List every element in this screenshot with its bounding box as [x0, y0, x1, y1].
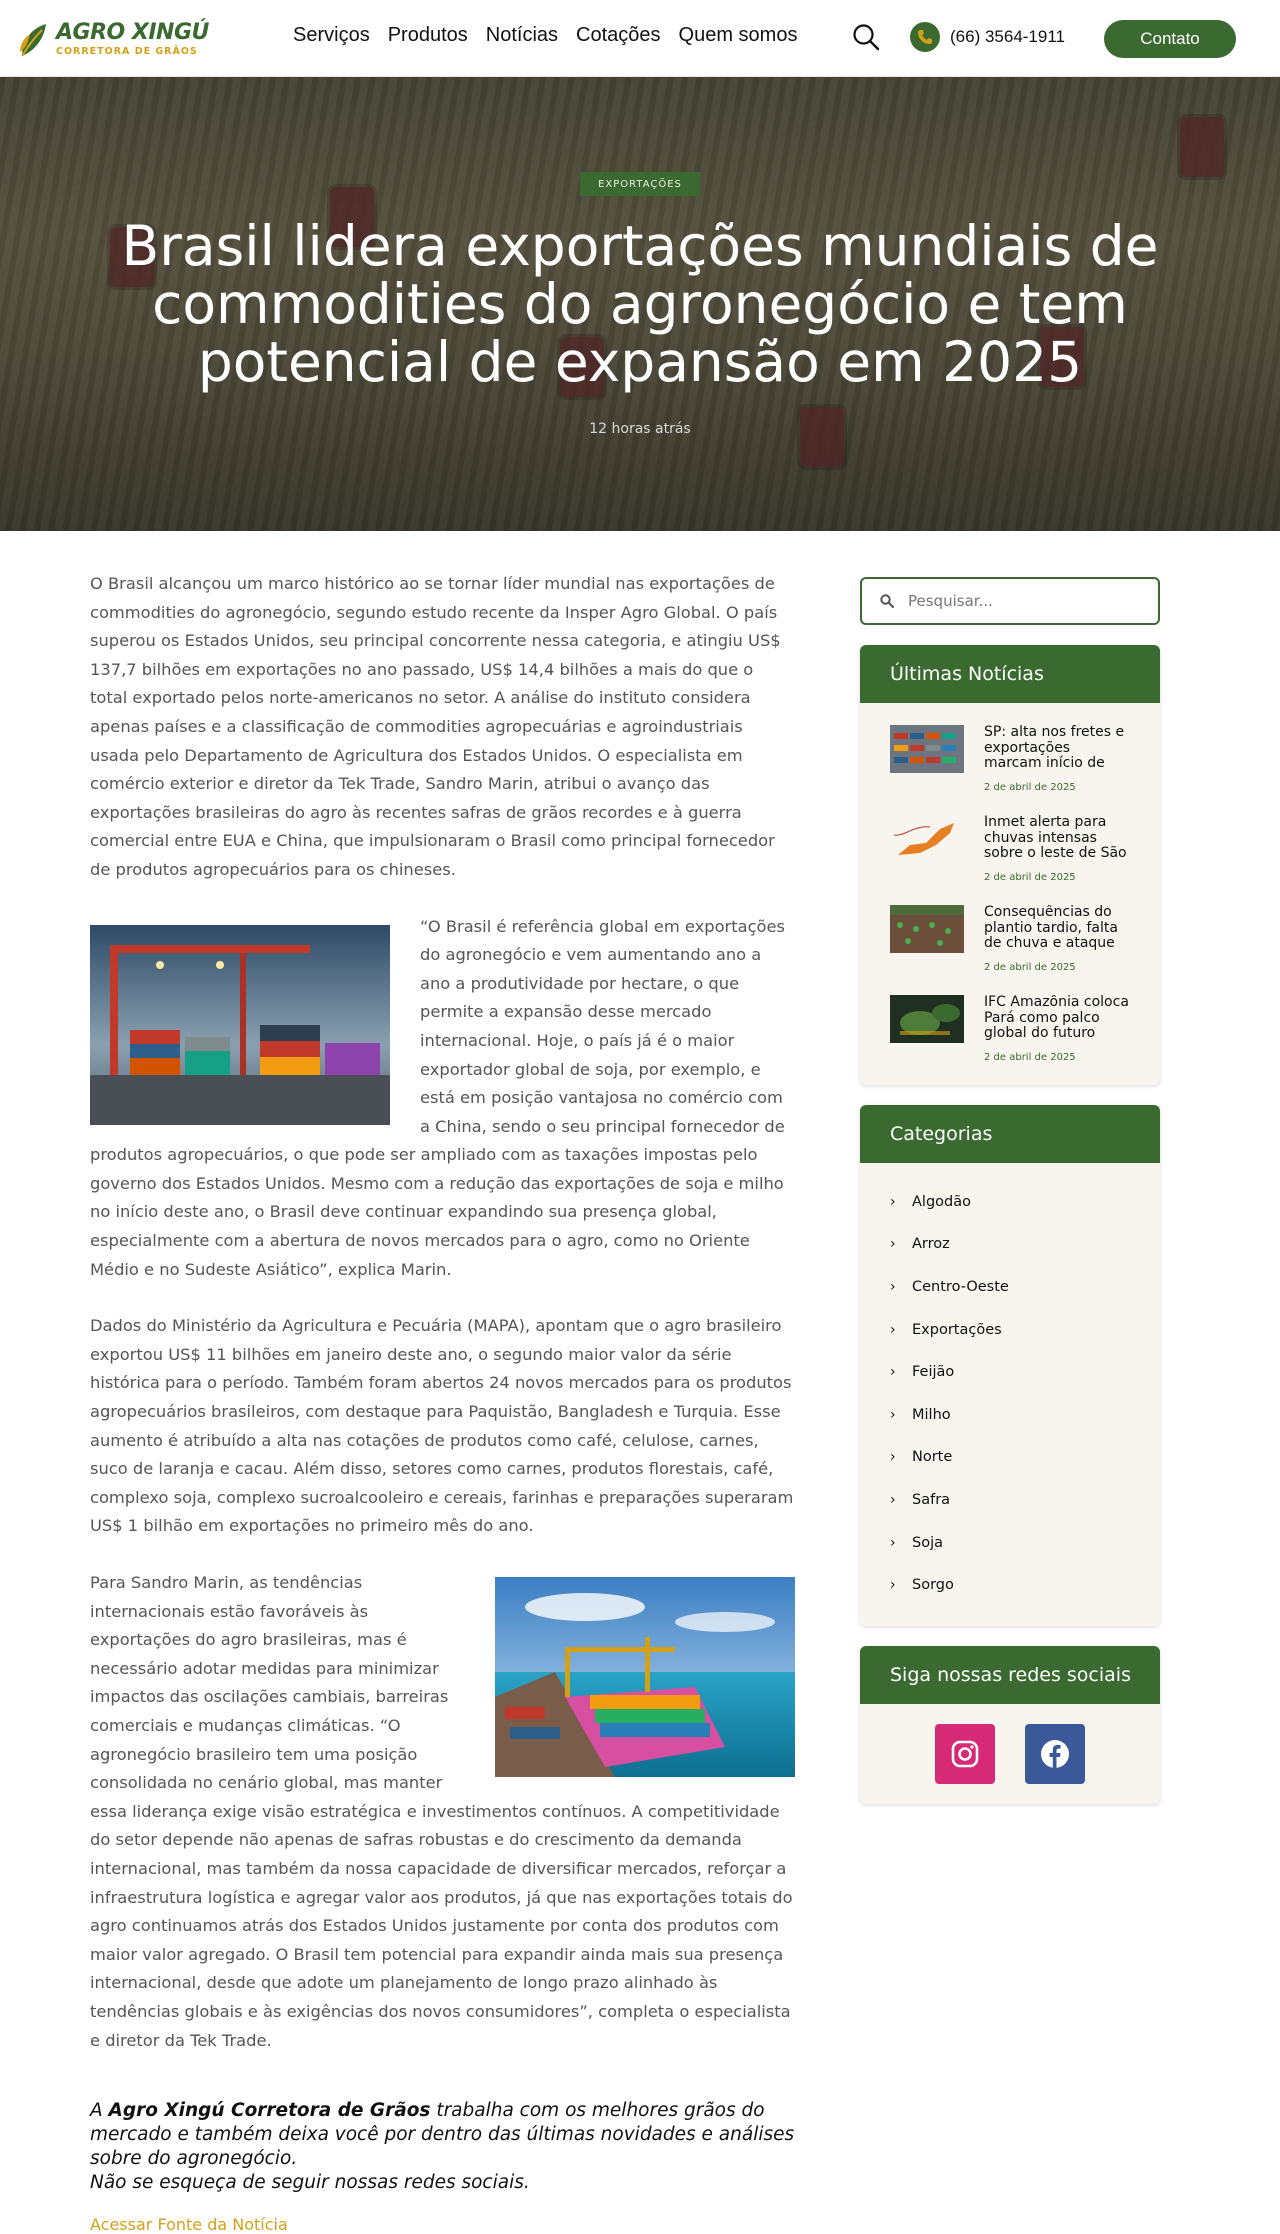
- phone-contact[interactable]: [910, 22, 1065, 52]
- phone-icon: [910, 22, 940, 52]
- chevron-right-icon: ›: [890, 1449, 896, 1466]
- instagram-icon: [950, 1739, 980, 1769]
- category-item[interactable]: [890, 1266, 1160, 1309]
- category-list: [860, 1163, 1160, 1627]
- category-item[interactable]: [890, 1181, 1160, 1224]
- social-links: [860, 1704, 1160, 1804]
- cargo-ship-image: [495, 1577, 795, 1777]
- category-item[interactable]: [890, 1308, 1160, 1351]
- main-nav: [293, 24, 797, 47]
- contact-button[interactable]: Contato: [1104, 20, 1236, 58]
- facebook-button[interactable]: [1025, 1724, 1085, 1784]
- category-label: Safra: [912, 1491, 951, 1508]
- promo-brand: Agro Xingú Corretora de Grãos: [108, 2100, 431, 2122]
- chevron-right-icon: ›: [890, 1406, 896, 1423]
- category-item[interactable]: [890, 1479, 1160, 1522]
- news-thumbnail: [890, 995, 964, 1043]
- promo-prefix: A: [90, 2100, 109, 2122]
- search-icon: [880, 594, 894, 608]
- chevron-right-icon: ›: [890, 1321, 896, 1338]
- article-paragraph: O Brasil alcançou um marco histórico ao se tornar líder mundial nas exportações de commodities do agronegócio, segundo estudo recente da Insper Agro Global. O país superou os Estados Unidos, seu principal concorrente nessa categoria, e atingiu US$ 137,7 bilhões em exportações no ano passado, US$ 14,4 bilhões a mais do que o total exportado pelos norte-americanos no setor. A análise do instituto considera apenas países e a classificação de commodities agropecuárias e agroindustriais usada pelo Departamento de Agricultura dos Estados Unidos. O especialista em comércio exterior e diretor da Tek Trade, Sandro Marin, atribui o avanço das exportações brasileiras do agro às recentes safras de grãos recordes e à guerra comercial entre EUA e China, que impulsionaram o Brasil como principal fornecedor de produtos agropecuários para os chineses.: [90, 574, 781, 879]
- promo-text: [90, 2099, 795, 2195]
- nav-produtos[interactable]: Produtos: [387, 24, 468, 46]
- news-title: SP: alta nos fretes e exportações marcam início de: [984, 725, 1125, 771]
- chevron-right-icon: ›: [890, 1193, 896, 1210]
- article-body: [90, 570, 795, 2234]
- news-thumbnail: [890, 815, 964, 863]
- news-title: Inmet alerta para chuvas intensas sobre o leste de São: [984, 815, 1127, 861]
- category-item[interactable]: [890, 1223, 1160, 1266]
- news-item[interactable]: [890, 815, 1132, 883]
- hero-banner: [0, 77, 1280, 531]
- chevron-right-icon: ›: [890, 1278, 896, 1295]
- news-date: 2 de abril de 2025: [984, 1051, 1076, 1063]
- source-link[interactable]: Acessar Fonte da Notícia: [90, 2215, 288, 2234]
- news-thumbnail: [890, 905, 964, 953]
- phone-number: (66) 3564-1911: [950, 27, 1065, 46]
- news-list: [860, 703, 1160, 1085]
- widget-title: Últimas Notícias: [860, 645, 1160, 703]
- nav-servicos[interactable]: Serviços: [293, 24, 370, 46]
- chevron-right-icon: ›: [890, 1577, 896, 1594]
- category-label: Feijão: [912, 1364, 955, 1381]
- category-item[interactable]: [890, 1564, 1160, 1607]
- news-item[interactable]: [890, 905, 1132, 973]
- nav-quem-somos[interactable]: Quem somos: [678, 24, 798, 46]
- category-item[interactable]: [890, 1351, 1160, 1394]
- nav-cotacoes[interactable]: Cotações: [576, 24, 661, 46]
- news-date: 2 de abril de 2025: [984, 782, 1076, 793]
- category-label: Exportações: [912, 1321, 1002, 1338]
- site-header: [0, 0, 1280, 77]
- search-icon[interactable]: [851, 22, 881, 52]
- chevron-right-icon: ›: [890, 1491, 896, 1508]
- search-input[interactable]: [908, 592, 1128, 610]
- chevron-right-icon: ›: [890, 1236, 896, 1253]
- category-label: Sorgo: [912, 1577, 954, 1594]
- news-date: 2 de abril de 2025: [984, 962, 1076, 973]
- news-item[interactable]: [890, 725, 1132, 793]
- news-date: 2 de abril de 2025: [984, 872, 1076, 883]
- category-item[interactable]: [890, 1393, 1160, 1436]
- news-title: Consequências do plantio tardio, falta de chuva e ataque: [984, 905, 1118, 951]
- social-widget: [860, 1646, 1160, 1804]
- category-item[interactable]: [890, 1436, 1160, 1479]
- article-paragraph: Para Sandro Marin, as tendências internacionais estão favoráveis às exportações do agro brasileiras, mas é necessário adotar medidas para minimizar impactos das oscilações cambiais, barreiras comerciais e mudanças climáticas. “O agronegócio brasileiro tem uma posição consolidada no cenário global, mas manter essa liderança exige visão estratégica e investimentos contínuos. A competitividade do setor depende não apenas de safras robustas e do crescimento da demanda internacional, mas também da nossa capacidade de diversificar mercados, reforçar a infraestrutura logística e agregar valor aos produtos, já que nas exportações totais do agro continuamos atrás dos Estados Unidos justamente por conta dos produtos com maior valor agregado. O Brasil tem potencial para expandir ainda mais sua presença internacional, desde que adote um planejamento de longo prazo alinhado às tendências globais e às exigências dos novos consumidores”, completa o especialista e diretor da Tek Trade.: [90, 1573, 793, 2050]
- chevron-right-icon: ›: [890, 1364, 896, 1381]
- article-paragraph: “O Brasil é referência global em exportações do agronegócio e vem aumentando ano a ano a produtividade por hectare, o que permite a expansão desse mercado internacional. Hoje, o país já é o maior exportador global de soja, por exemplo, e está em posição vantajosa no comércio com a China, sendo o seu principal fornecedor de produtos agropecuários, o que pode ser ampliado com as taxações impostas pelo governo dos Estados Unidos. Mesmo com a redução das exportações de soja e milho no início deste ano, o Brasil deve continuar expandindo sua presença global, especialmente com a abertura de novos mercados para o agro, como no Oriente Médio e no Sudeste Asiático”, explica Marin.: [90, 916, 785, 1279]
- news-item[interactable]: [890, 995, 1132, 1063]
- chevron-right-icon: ›: [890, 1534, 896, 1551]
- port-containers-image: [90, 925, 390, 1125]
- category-label: Soja: [912, 1534, 943, 1551]
- promo-body: trabalha com os melhores grãos do mercado e também deixa você por dentro das últimas novidades e análises sobre do agronegócio.: [90, 2100, 795, 2170]
- article-paragraph: Dados do Ministério da Agricultura e Pecuária (MAPA), apontam que o agro brasileiro exportou US$ 11 bilhões em janeiro deste ano, o segundo maior valor da série histórica para o período. Também foram abertos 24 novos mercados para os produtos agropecuários brasileiros, com destaque para Paquistão, Bangladesh e Turquia. Esse aumento é atribuído a alta nas cotações de produtos como café, celulose, carnes, suco de laranja e cacau. Além disso, setores como carnes, produtos florestais, café, complexo soja, complexo sucroalcooleiro e cereais, farinhas e preparações superaram US$ 1 bilhão em exportações no primeiro mês do ano.: [90, 1316, 794, 1536]
- facebook-icon: [1039, 1738, 1071, 1770]
- category-label: Milho: [912, 1406, 951, 1423]
- category-label: Algodão: [912, 1193, 971, 1210]
- nav-noticias[interactable]: Notícias: [485, 24, 559, 46]
- news-title: IFC Amazônia coloca Pará como palco global do futuro: [984, 995, 1129, 1041]
- publish-time: 12 horas atrás: [589, 421, 691, 437]
- news-thumbnail: [890, 725, 964, 773]
- sidebar-search[interactable]: [860, 577, 1160, 625]
- category-badge[interactable]: EXPORTAÇÕES: [580, 172, 700, 196]
- category-label: Norte: [912, 1449, 953, 1466]
- sidebar: [860, 577, 1160, 1804]
- category-label: Arroz: [912, 1236, 950, 1253]
- latest-news-widget: [860, 645, 1160, 1085]
- logo[interactable]: [18, 20, 208, 60]
- instagram-button[interactable]: [935, 1724, 995, 1784]
- logo-subtitle: CORRETORA DE GRÃOS: [56, 46, 198, 57]
- category-item[interactable]: [890, 1521, 1160, 1564]
- widget-title: Siga nossas redes sociais: [860, 1646, 1160, 1704]
- leaf-icon: [18, 22, 48, 58]
- promo-social-reminder: Não se esqueça de seguir nossas redes sociais.: [90, 2172, 530, 2194]
- logo-name: AGRO XINGÚ: [56, 20, 209, 45]
- category-label: Centro-Oeste: [912, 1278, 1009, 1295]
- widget-title: Categorias: [860, 1105, 1160, 1163]
- article-title: Brasil lidera exportações mundiais de commodities do agronegócio e tem potencial de expansão em 2025: [121, 214, 1159, 394]
- categories-widget: [860, 1105, 1160, 1627]
